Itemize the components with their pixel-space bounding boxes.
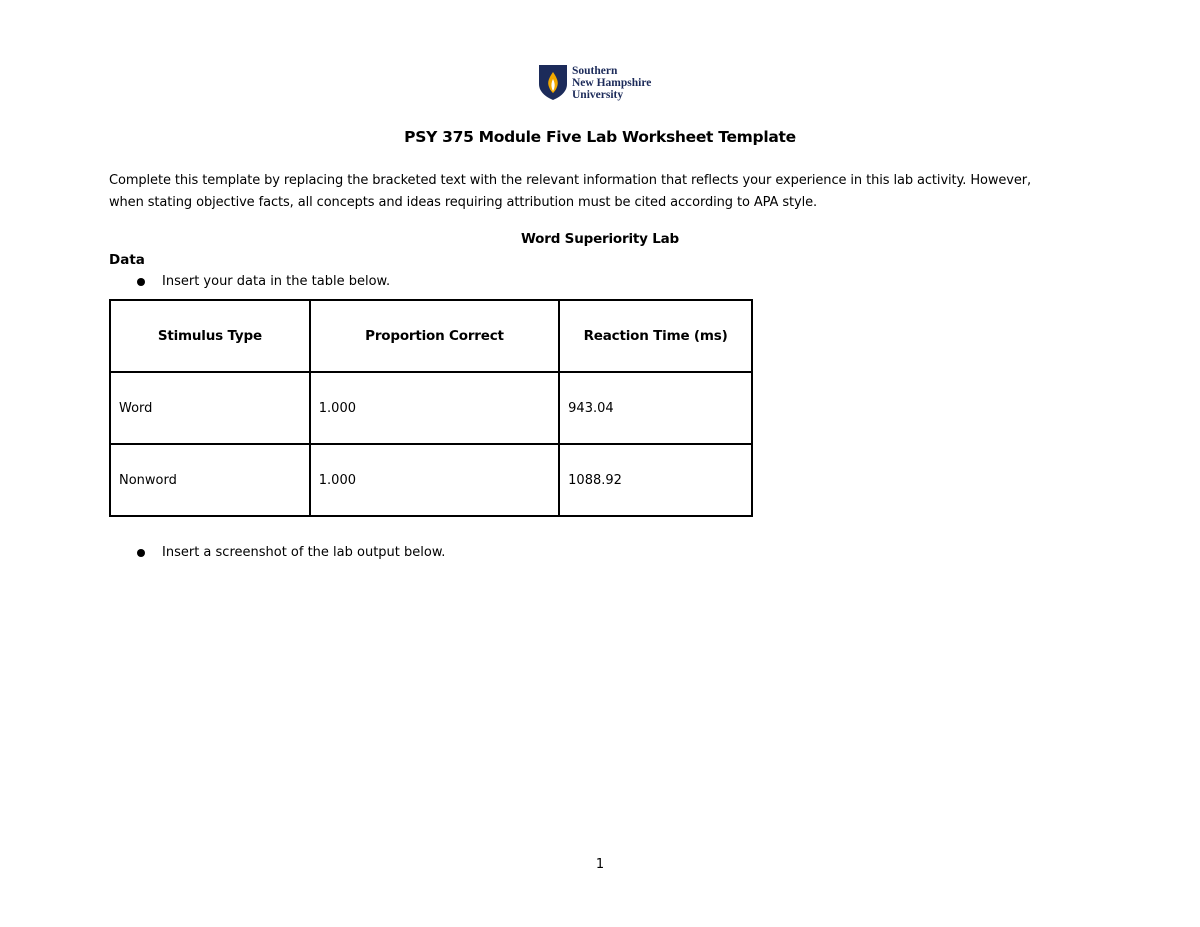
bullet-text: Insert a screenshot of the lab output below. bbox=[162, 545, 446, 560]
column-header-proportion-correct: Proportion Correct bbox=[310, 300, 559, 372]
table-cell: 1.000 bbox=[310, 444, 559, 516]
data-table bbox=[109, 299, 753, 517]
page-number: 1 bbox=[595, 857, 605, 872]
logo-line-1: Southern bbox=[572, 64, 618, 77]
intro-line-1: Complete this template by replacing the bracketed text with the relevant information that reflects your experience in this lab activity. However, bbox=[109, 173, 1032, 188]
table-cell: Word bbox=[110, 372, 310, 444]
column-header-stimulus-type: Stimulus Type bbox=[110, 300, 310, 372]
table-cell: 1.000 bbox=[310, 372, 559, 444]
table-cell: 1088.92 bbox=[559, 444, 752, 516]
table-row bbox=[110, 372, 752, 444]
lab-title: Word Superiority Lab bbox=[520, 231, 680, 247]
bullet-item bbox=[137, 545, 445, 560]
table-cell: Nonword bbox=[110, 444, 310, 516]
bullet-dot-icon bbox=[137, 549, 145, 557]
logo-line-2: New Hampshire bbox=[572, 76, 652, 89]
section-heading-data: Data bbox=[109, 252, 145, 268]
intro-line-2: when stating objective facts, all concepts and ideas requiring attribution must be cited according to APA style. bbox=[109, 195, 818, 210]
bullet-text: Insert your data in the table below. bbox=[162, 274, 391, 289]
bullet-dot-icon bbox=[137, 278, 145, 286]
document-title: PSY 375 Module Five Lab Worksheet Template bbox=[404, 128, 796, 146]
logo-line-3: University bbox=[572, 88, 624, 101]
column-header-reaction-time: Reaction Time (ms) bbox=[559, 300, 752, 372]
table-row bbox=[110, 444, 752, 516]
logo-wordmark bbox=[572, 65, 651, 101]
intro-paragraph bbox=[109, 170, 1099, 214]
shield-flame-icon bbox=[538, 64, 568, 101]
table-cell: 943.04 bbox=[559, 372, 752, 444]
university-logo bbox=[538, 64, 651, 101]
table-header-row bbox=[110, 300, 752, 372]
bullet-item bbox=[137, 274, 390, 289]
